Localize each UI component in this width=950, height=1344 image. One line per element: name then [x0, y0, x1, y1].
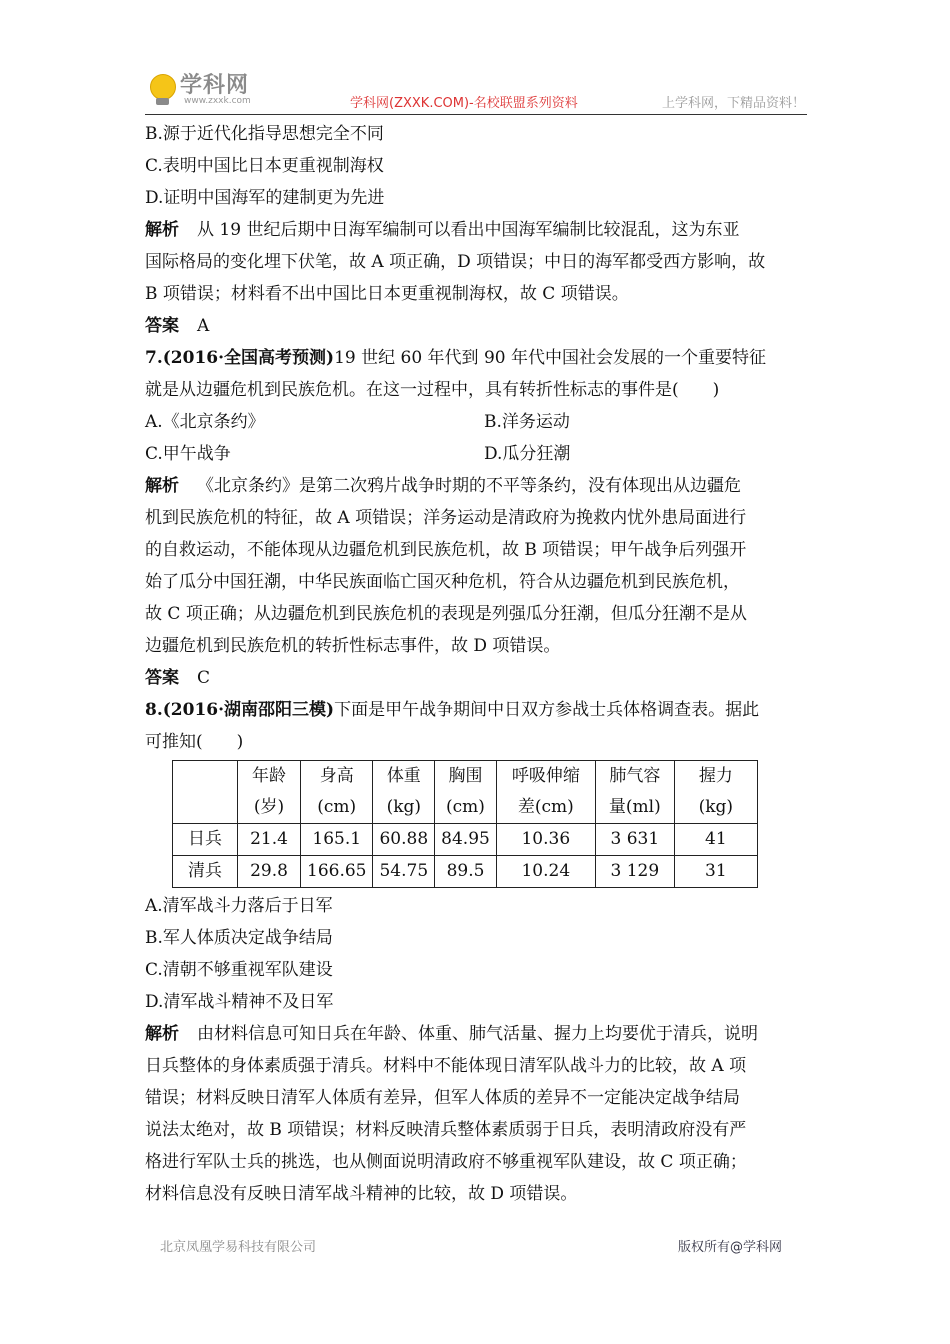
q6-analysis-line-3: B 项错误；材料看不出中国比日本更重视制海权，故 C 项错误。 — [145, 284, 629, 304]
q8-option-d: D.清军战斗精神不及日军 — [145, 992, 334, 1012]
q8-analysis-line-3: 错误；材料反映日清军人体质有差异，但军人体质的差异不一定能决定战争结局 — [145, 1088, 740, 1108]
table-cell: 清兵 — [173, 856, 238, 888]
table-header-row — [173, 761, 758, 824]
table-header-cell: 体重 (kg) — [373, 761, 435, 824]
q7-answer — [145, 662, 810, 694]
q8-stem — [145, 694, 810, 726]
header-center-text: 学科网(ZXXK.COM)-名校联盟系列资料 — [350, 96, 578, 111]
q6-analysis-line-2: 国际格局的变化埋下伏笔，故 A 项正确，D 项错误；中日的海军都受西方影响，故 — [145, 252, 766, 272]
table-cell: 21.4 — [238, 824, 301, 856]
q6-option-d: D.证明中国海军的建制更为先进 — [145, 188, 385, 208]
q8-analysis — [145, 1018, 810, 1050]
q7-option-d: D.瓜分狂潮 — [484, 444, 571, 464]
header-slogan: 上学科网，下精品资料！ — [661, 96, 805, 111]
q8-analysis-line-1: 由材料信息可知日兵在年龄、体重、肺气活量、握力上均要优于清兵，说明 — [197, 1024, 758, 1044]
q7-option-c: C.甲午战争 — [145, 444, 231, 464]
q6-option-c: C.表明中国比日本更重视制海权 — [145, 156, 384, 176]
table-cell: 29.8 — [238, 856, 301, 888]
table-header-cell — [173, 761, 238, 824]
q7-stem-line-2: 就是从边疆危机到民族危机。在这一过程中，具有转折性标志的事件是( ) — [145, 380, 720, 400]
table-header-cell: 胸围 (cm) — [435, 761, 497, 824]
soldier-physique-table — [172, 760, 758, 888]
q6-answer — [145, 310, 810, 342]
q6-option-b: B.源于近代化指导思想完全不同 — [145, 124, 384, 144]
table-cell: 41 — [674, 824, 757, 856]
table-cell: 89.5 — [435, 856, 497, 888]
footer-copyright: 版权所有@学科网 — [678, 1240, 783, 1255]
table-header-cell: 年龄 (岁) — [238, 761, 301, 824]
q8-analysis-line-6: 材料信息没有反映日清军战斗精神的比较，故 D 项错误。 — [145, 1184, 578, 1204]
table-cell: 60.88 — [373, 824, 435, 856]
table-row — [173, 824, 758, 856]
q7-stem-line-1: 19 世纪 60 年代到 90 年代中国社会发展的一个重要特征 — [334, 348, 766, 368]
q8-analysis-line-4: 说法太绝对，故 B 项错误；材料反映清兵整体素质弱于日兵，表明清政府没有严 — [145, 1120, 747, 1140]
table-cell: 165.1 — [301, 824, 373, 856]
q6-analysis-line-1: 从 19 世纪后期中日海军编制可以看出中国海军编制比较混乱，这为东亚 — [197, 220, 740, 240]
footer-company: 北京凤凰学易科技有限公司 — [160, 1240, 317, 1255]
q7-source: 7.(2016·全国高考预测) — [145, 348, 335, 368]
analysis-label: 解析 — [145, 220, 179, 240]
q7-stem — [145, 342, 810, 374]
q7-analysis — [145, 470, 810, 502]
q8-option-a: A.清军战斗力落后于日军 — [145, 896, 333, 916]
q6-answer-value: A — [197, 316, 210, 336]
table-cell: 31 — [674, 856, 757, 888]
q7-analysis-line-2: 机到民族危机的特征，故 A 项错误；洋务运动是清政府为挽救内忧外患局面进行 — [145, 508, 747, 528]
table-cell: 54.75 — [373, 856, 435, 888]
q8-analysis-line-5: 格进行军队士兵的挑选，也从侧面说明清政府不够重视军队建设，故 C 项正确； — [145, 1152, 747, 1172]
q8-option-b: B.军人体质决定战争结局 — [145, 928, 333, 948]
table-cell: 84.95 — [435, 824, 497, 856]
table-row — [173, 856, 758, 888]
q7-analysis-line-4: 始了瓜分中国狂潮，中华民族面临亡国灭种危机，符合从边疆危机到民族危机， — [145, 572, 740, 592]
logo-text: 学科网 — [180, 73, 250, 98]
q8-stem-line-2: 可推知( ) — [145, 732, 244, 752]
q7-option-b: B.洋务运动 — [484, 412, 570, 432]
q7-options-row-2 — [145, 438, 810, 470]
logo-url: www.zxxk.com — [184, 96, 251, 106]
q7-analysis-line-5: 故 C 项正确；从边疆危机到民族危机的表现是列强瓜分狂潮，但瓜分狂潮不是从 — [145, 604, 747, 624]
q6-analysis — [145, 214, 810, 246]
table-header-cell: 身高 (cm) — [301, 761, 373, 824]
lightbulb-base — [156, 98, 169, 105]
q8-stem-line-1: 下面是甲午战争期间中日双方参战士兵体格调查表。据此 — [334, 700, 760, 720]
analysis-label: 解析 — [145, 476, 179, 496]
table-cell: 日兵 — [173, 824, 238, 856]
lightbulb-icon — [150, 74, 176, 100]
q7-options-row-1 — [145, 406, 810, 438]
q8-analysis-line-2: 日兵整体的身体素质强于清兵。材料中不能体现日清军队战斗力的比较，故 A 项 — [145, 1056, 747, 1076]
site-logo[interactable] — [148, 68, 258, 110]
page-header — [145, 64, 807, 115]
table-header-cell: 肺气容 量(ml) — [595, 761, 674, 824]
q8-option-c: C.清朝不够重视军队建设 — [145, 960, 333, 980]
table-header-cell: 握力 (kg) — [674, 761, 757, 824]
q7-analysis-line-3: 的自救运动，不能体现从边疆危机到民族危机，故 B 项错误；甲午战争后列强开 — [145, 540, 747, 560]
q7-answer-value: C — [197, 668, 211, 688]
table-cell: 3 631 — [595, 824, 674, 856]
q7-analysis-line-1: 《北京条约》是第二次鸦片战争时期的不平等条约，没有体现出从边疆危 — [197, 476, 741, 496]
table-cell: 10.24 — [496, 856, 595, 888]
table-cell: 166.65 — [301, 856, 373, 888]
table-cell: 10.36 — [496, 824, 595, 856]
table-header-cell: 呼吸伸缩 差(cm) — [496, 761, 595, 824]
analysis-label: 解析 — [145, 1024, 179, 1044]
q8-source: 8.(2016·湖南邵阳三模) — [145, 700, 335, 720]
table-cell: 3 129 — [595, 856, 674, 888]
q7-analysis-line-6: 边疆危机到民族危机的转折性标志事件，故 D 项错误。 — [145, 636, 561, 656]
document-body — [145, 118, 810, 1210]
q7-option-a: A.《北京条约》 — [145, 412, 265, 432]
answer-label: 答案 — [145, 668, 179, 688]
answer-label: 答案 — [145, 316, 179, 336]
